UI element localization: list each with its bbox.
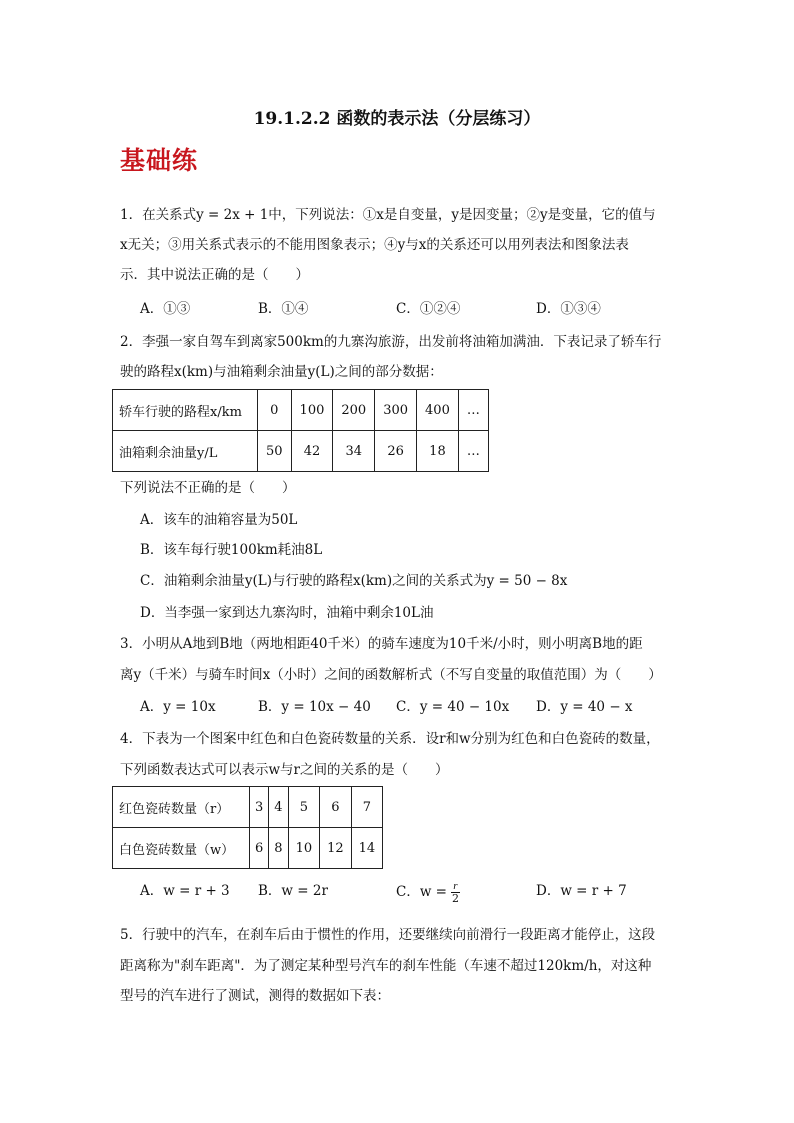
table-cell: 100: [291, 390, 333, 431]
table-cell: 3: [250, 787, 269, 828]
q3-option-c: C．y = 40 − 10x: [396, 699, 510, 715]
table-cell: 200: [333, 390, 375, 431]
table-cell: 轿车行驶的路程x/km: [113, 390, 258, 431]
q2-option-d: D．当李强一家到达九寨沟时，油箱中剩余10L油: [140, 605, 434, 621]
table-row: [113, 390, 489, 431]
table-cell: 14: [351, 828, 383, 869]
table-cell: 7: [351, 787, 383, 828]
table-cell: 0: [258, 390, 292, 431]
table-cell: 50: [258, 431, 292, 472]
table-cell: 300: [375, 390, 417, 431]
table-cell: 8: [269, 828, 288, 869]
section-heading: 基础练: [120, 146, 199, 175]
q2-prompt: 下列说法不正确的是（ ）: [120, 480, 296, 496]
table-cell: 5: [288, 787, 320, 828]
fraction-numerator: r: [453, 880, 458, 892]
q2-line1: 2．李强一家自驾车到离家500km的九寨沟旅游，出发前将油箱加满油．下表记录了轿车行: [120, 334, 662, 350]
table-cell: 12: [320, 828, 352, 869]
q4-option-c-label: C．w =: [396, 884, 447, 900]
q3-option-d: D．y = 40 − x: [536, 699, 633, 715]
q4-line2: 下列函数表达式可以表示w与r之间的关系的是（ ）: [120, 762, 449, 778]
q1-option-b: B．①④: [258, 301, 309, 317]
table-cell: 400: [417, 390, 459, 431]
q1-option-d: D．①③④: [536, 301, 601, 317]
q4-data-table: [112, 786, 383, 869]
q2-line2: 驶的路程x(km)与油箱剩余油量y(L)之间的部分数据：: [120, 364, 443, 380]
table-cell: 34: [333, 431, 375, 472]
table-cell: 6: [320, 787, 352, 828]
q2-option-c: C．油箱剩余油量y(L)与行驶的路程x(km)之间的关系式为y = 50 − 8x: [140, 573, 568, 589]
table-cell: 4: [269, 787, 288, 828]
table-cell: 26: [375, 431, 417, 472]
q2-data-table: [112, 389, 489, 472]
table-cell: …: [458, 431, 488, 472]
table-cell: …: [458, 390, 488, 431]
fraction-denominator: 2: [451, 892, 459, 905]
table-row: [113, 431, 489, 472]
q4-option-b: B．w = 2r: [258, 883, 328, 899]
q4-option-d: D．w = r + 7: [536, 883, 627, 899]
table-cell: 42: [291, 431, 333, 472]
q5-line1: 5．行驶中的汽车，在刹车后由于惯性的作用，还要继续向前滑行一段距离才能停止，这段: [120, 927, 656, 943]
q3-option-a: A．y = 10x: [140, 699, 216, 715]
q4-option-c: [396, 880, 460, 905]
q1-option-c: C．①②④: [396, 301, 461, 317]
fraction: [451, 880, 459, 905]
q1-line2: x无关；③用关系式表示的不能用图象表示；④y与x的关系还可以用列表法和图象法表: [120, 237, 629, 253]
q2-option-a: A．该车的油箱容量为50L: [140, 512, 298, 528]
table-cell: 油箱剩余油量y/L: [113, 431, 258, 472]
q3-line1: 3．小明从A地到B地（两地相距40千米）的骑车速度为10千米/小时，则小明离B地的距: [120, 636, 643, 652]
q1-line3: 示．其中说法正确的是（ ）: [120, 267, 309, 283]
q3-line2: 离y（千米）与骑车时间x（小时）之间的函数解析式（不写自变量的取值范围）为（ ）: [120, 667, 662, 683]
table-cell: 红色瓷砖数量（r）: [113, 787, 250, 828]
table-cell: 10: [288, 828, 320, 869]
q5-line2: 距离称为"刹车距离"．为了测定某种型号汽车的刹车性能（车速不超过120km/h，对这种: [120, 958, 652, 974]
table-cell: 6: [250, 828, 269, 869]
q1-line1: 1．在关系式y = 2x + 1中，下列说法：①x是自变量，y是因变量；②y是变量，它的值与: [120, 207, 656, 223]
q2-option-b: B．该车每行驶100km耗油8L: [140, 542, 323, 558]
table-row: [113, 828, 383, 869]
q4-line1: 4．下表为一个图案中红色和白色瓷砖数量的关系．设r和w分别为红色和白色瓷砖的数量，: [120, 731, 660, 747]
q1-option-a: A．①③: [140, 301, 191, 317]
q5-line3: 型号的汽车进行了测试，测得的数据如下表：: [120, 988, 390, 1004]
table-cell: 18: [417, 431, 459, 472]
q3-option-b: B．y = 10x − 40: [258, 699, 371, 715]
q4-option-a: A．w = r + 3: [140, 883, 230, 899]
table-cell: 白色瓷砖数量（w）: [113, 828, 250, 869]
page-title: 19.1.2.2 函数的表示法（分层练习）: [253, 109, 541, 129]
table-row: [113, 787, 383, 828]
